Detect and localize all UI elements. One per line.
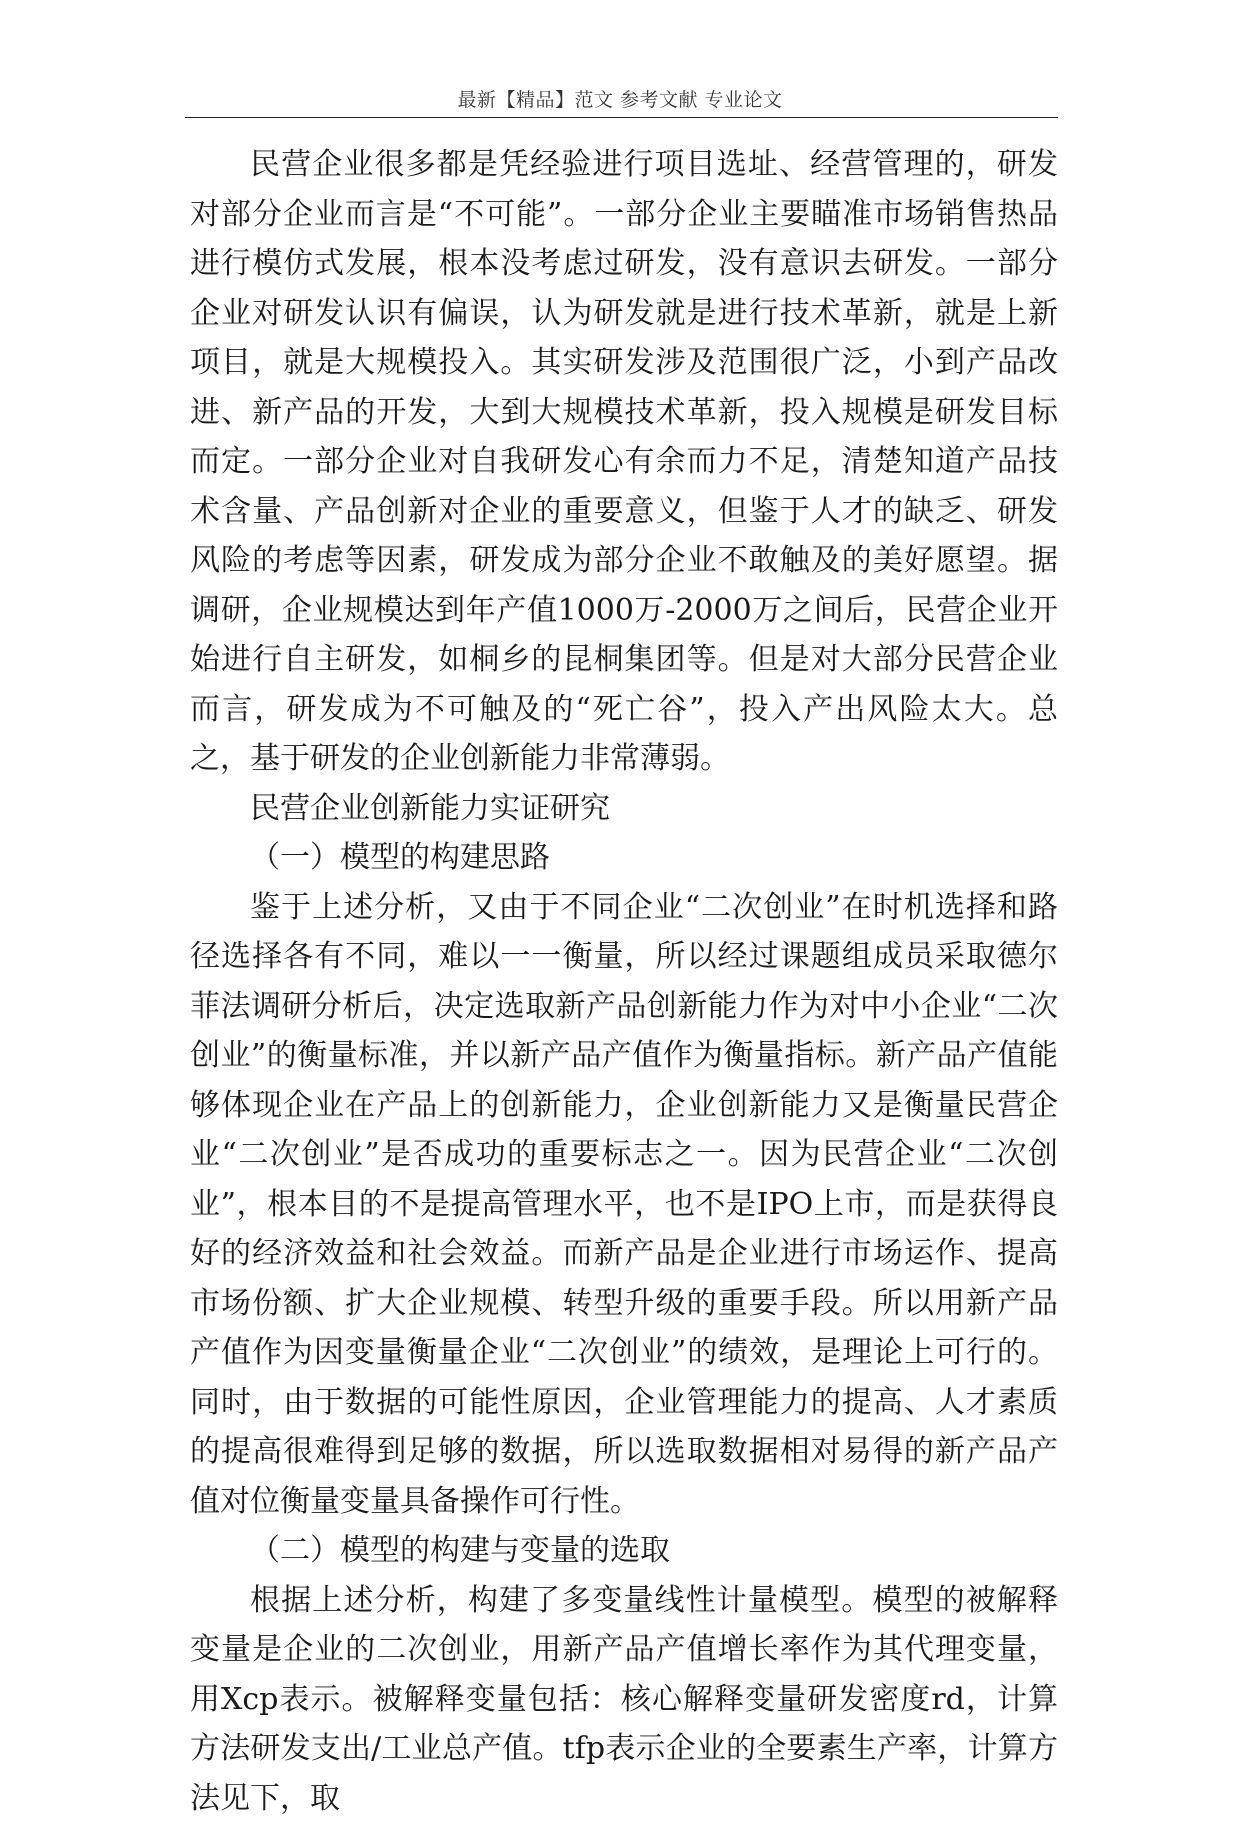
section-heading: 民营企业创新能力实证研究 xyxy=(190,784,1058,834)
running-header: 最新【精品】范文 参考文献 专业论文 xyxy=(185,86,1055,114)
document-body xyxy=(190,140,1058,1823)
subsection-heading: （二）模型的构建与变量的选取 xyxy=(190,1526,1058,1576)
body-paragraph: 鉴于上述分析，又由于不同企业“二次创业”在时机选择和路径选择各有不同，难以一一衡量，所以经过课题组成员采取德尔菲法调研分析后，决定选取新产品创新能力作为对中小企业“二次创业”的衡量标准，并以新产品产值作为衡量指标。新产品产值能够体现企业在产品上的创新能力，企业创新能力又是衡量民营企业“二次创业”是否成功的重要标志之一。因为民营企业“二次创业”，根本目的不是提高管理水平，也不是IPO上市，而是获得良好的经济效益和社会效益。而新产品是企业进行市场运作、提高市场份额、扩大企业规模、转型升级的重要手段。所以用新产品产值作为因变量衡量企业“二次创业”的绩效，是理论上可行的。同时，由于数据的可能性原因，企业管理能力的提高、人才素质的提高很难得到足够的数据，所以选取数据相对易得的新产品产值对位衡量变量具备操作可行性。 xyxy=(190,883,1058,1527)
subsection-heading: （一）模型的构建思路 xyxy=(190,833,1058,883)
header-divider xyxy=(185,117,1058,118)
body-paragraph: 根据上述分析，构建了多变量线性计量模型。模型的被解释变量是企业的二次创业，用新产品产值增长率作为其代理变量，用Xcp表示。被解释变量包括：核心解释变量研发密度rd，计算方法研发支出/工业总产值。tfp表示企业的全要素生产率，计算方法见下，取 xyxy=(190,1576,1058,1823)
body-paragraph: 民营企业很多都是凭经验进行项目选址、经营管理的，研发对部分企业而言是“不可能”。一部分企业主要瞄准市场销售热品进行模仿式发展，根本没考虑过研发，没有意识去研发。一部分企业对研发认识有偏误，认为研发就是进行技术革新，就是上新项目，就是大规模投入。其实研发涉及范围很广泛，小到产品改进、新产品的开发，大到大规模技术革新，投入规模是研发目标而定。一部分企业对自我研发心有余而力不足，清楚知道产品技术含量、产品创新对企业的重要意义，但鉴于人才的缺乏、研发风险的考虑等因素，研发成为部分企业不敢触及的美好愿望。据调研，企业规模达到年产值1000万-2000万之间后，民营企业开始进行自主研发，如桐乡的昆桐集团等。但是对大部分民营企业而言，研发成为不可触及的“死亡谷”，投入产出风险太大。总之，基于研发的企业创新能力非常薄弱。 xyxy=(190,140,1058,784)
